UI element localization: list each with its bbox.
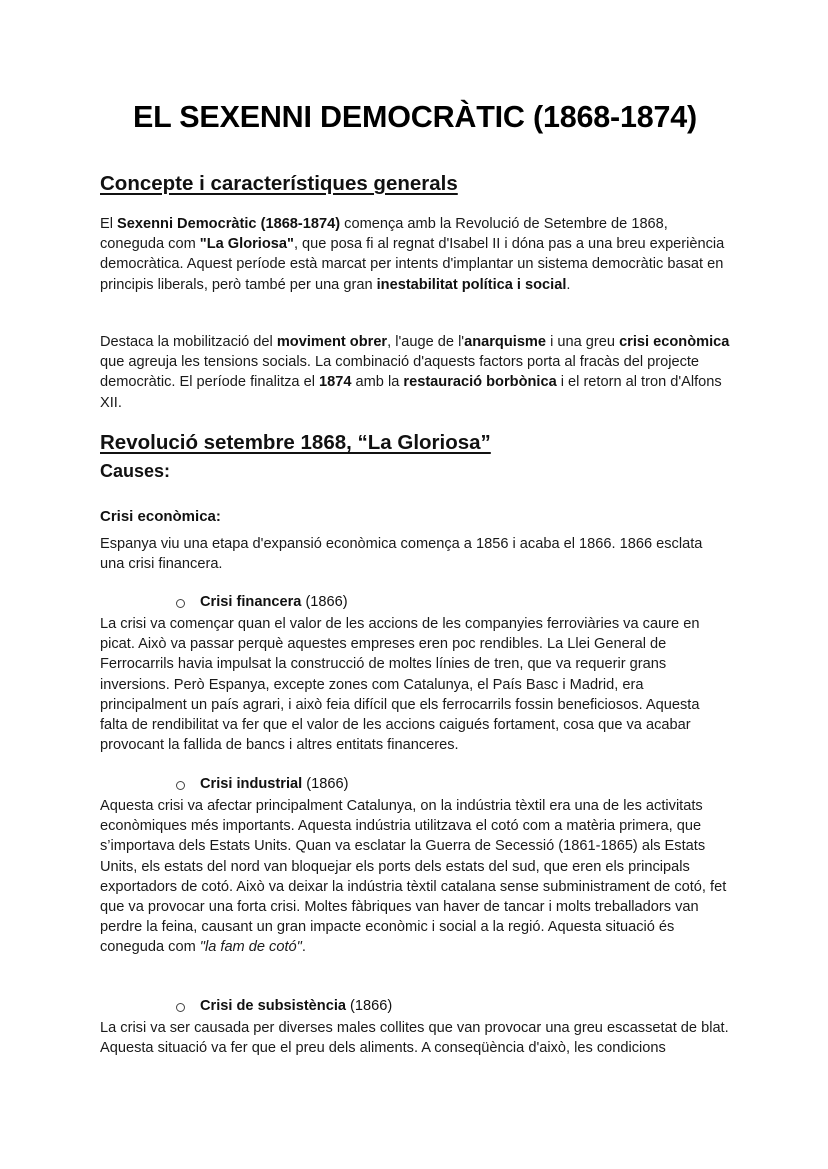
item-title: Crisi financera xyxy=(200,594,302,610)
bold-text: crisi econòmica xyxy=(619,334,730,350)
text: i una greu xyxy=(546,334,620,350)
causes-heading: Causes: xyxy=(100,461,171,481)
causes-heading-block xyxy=(100,461,730,482)
text: que agreuja les tensions socials. La combinació d'aquests factors porta al fracàs del projecte democràtic. El període finalitza el xyxy=(100,354,700,391)
item-year: (1866) xyxy=(346,998,393,1014)
text: , l'auge de l' xyxy=(387,334,465,350)
text: i el retorn al tron d'Alfons XII. xyxy=(100,374,722,411)
paragraph-intro xyxy=(100,214,730,295)
crisi-industrial-paragraph xyxy=(100,796,730,958)
text: Destaca la mobilització del xyxy=(100,334,277,350)
list-item-crisi-financera xyxy=(100,594,730,614)
crisi-intro-block xyxy=(100,534,730,574)
bold-text: inestabilitat política i social xyxy=(376,276,567,293)
paragraph-mobilitzacio xyxy=(100,332,730,413)
text: Aquesta crisi va afectar principalment Catalunya, on la indústria tèxtil era una de les activitats econòmiques més importants. Aquesta indústria utilitzava el cotó com a matèria primera, que s’importava dels Estats Units. Quan va esclatar la Guerra de Secessió (1861-1865) als Estats Units, els estats del nord van bloquejar els ports dels estats del sud, que eren els principals exportadors de cotó. Això va deixar la indústria tèxtil catalana sense subministrament de cotó, fet que va provocar una forta crisi. Moltes fàbriques van haver de tancar i molts treballadors van perdre la feina, causant un gran impacte econòmic i social a la regió. Aquesta situació és coneguda com xyxy=(100,798,727,956)
list-item-crisi-industrial xyxy=(100,776,730,796)
bullet-label xyxy=(200,776,348,792)
item-title: Crisi de subsistència xyxy=(200,998,346,1014)
item-year: (1866) xyxy=(301,594,348,610)
crisi-subsistencia-paragraph: La crisi va ser causada per diverses males collites que van provocar una greu escassetat de blat. Aquesta situació va fer que el preu dels aliments. A conseqüència d'això, les condicions xyxy=(100,1020,729,1057)
bullet-label xyxy=(200,594,348,610)
text: , que posa fi al regnat d'Isabel II i dóna pas a una breu experiència democràtica. Aquest període està marcat per intents d'implantar un sistema democràtic basat en principis liberals, però també per una gran xyxy=(100,236,725,293)
paragraph-context xyxy=(100,332,730,413)
bold-text: restauració borbònica xyxy=(403,374,557,391)
bold-text: moviment obrer xyxy=(276,334,388,350)
item-title: Crisi industrial xyxy=(200,776,303,792)
crisi-intro-paragraph: Espanya viu una etapa d'expansió econòmica comença a 1856 i acaba el 1866. 1866 esclata una crisi financera. xyxy=(100,536,703,573)
bold-text: Sexenni Democràtic (1868-1874) xyxy=(117,216,341,232)
section-revolucio xyxy=(100,431,730,455)
text: comença amb la Revolució de Setembre de 1868, coneguda com xyxy=(100,216,668,253)
paragraph-sexenni xyxy=(100,214,730,295)
item-year: (1866) xyxy=(302,776,349,792)
bold-text: "La Gloriosa" xyxy=(199,236,294,253)
hollow-circle-bullet-icon xyxy=(176,599,185,608)
section-concepte xyxy=(100,172,730,196)
crisi-subsistencia-text-block xyxy=(100,1018,730,1058)
text: El xyxy=(100,216,118,232)
crisi-economica-heading: Crisi econòmica: xyxy=(100,508,221,525)
crisi-economica-heading-block xyxy=(100,508,730,525)
text: amb la xyxy=(351,374,404,391)
crisi-industrial-text-block xyxy=(100,796,730,958)
bold-text: anarquisme xyxy=(464,334,547,350)
hollow-circle-bullet-icon xyxy=(176,781,185,790)
list-item-crisi-subsistencia xyxy=(100,998,730,1018)
italic-text: "la fam de cotó" xyxy=(199,939,302,956)
hollow-circle-bullet-icon xyxy=(176,1003,185,1012)
section-heading-revolucio: Revolució setembre 1868, “La Gloriosa” xyxy=(100,431,491,454)
crisi-financera-text-block xyxy=(100,614,730,755)
document-title: EL SEXENNI DEMOCRÀTIC (1868-1874) xyxy=(132,100,698,134)
text: . xyxy=(301,939,306,956)
section-heading-concepte: Concepte i característiques generals xyxy=(100,172,458,195)
bullet-label xyxy=(200,998,392,1014)
bold-text: 1874 xyxy=(319,374,352,391)
crisi-financera-paragraph: La crisi va començar quan el valor de les accions de les companyies ferroviàries va caure en picat. Això va passar perquè aquestes empreses eren poc rendibles. La Llei General de Ferrocarrils havia impulsat la construcció de moltes línies de tren, que va requerir grans inversions. Però Espanya, excepte zones com Catalunya, el País Basc i Madrid, era principalment un país agrari, i això feia difícil que els ferrocarrils fossin beneficiosos. Aquesta falta de rendibilitat va fer que el valor de les accions caigués fortament, cosa que va acabar provocant la fallida de bancs i altres entitats financeres. xyxy=(100,616,700,754)
text: . xyxy=(566,276,571,293)
